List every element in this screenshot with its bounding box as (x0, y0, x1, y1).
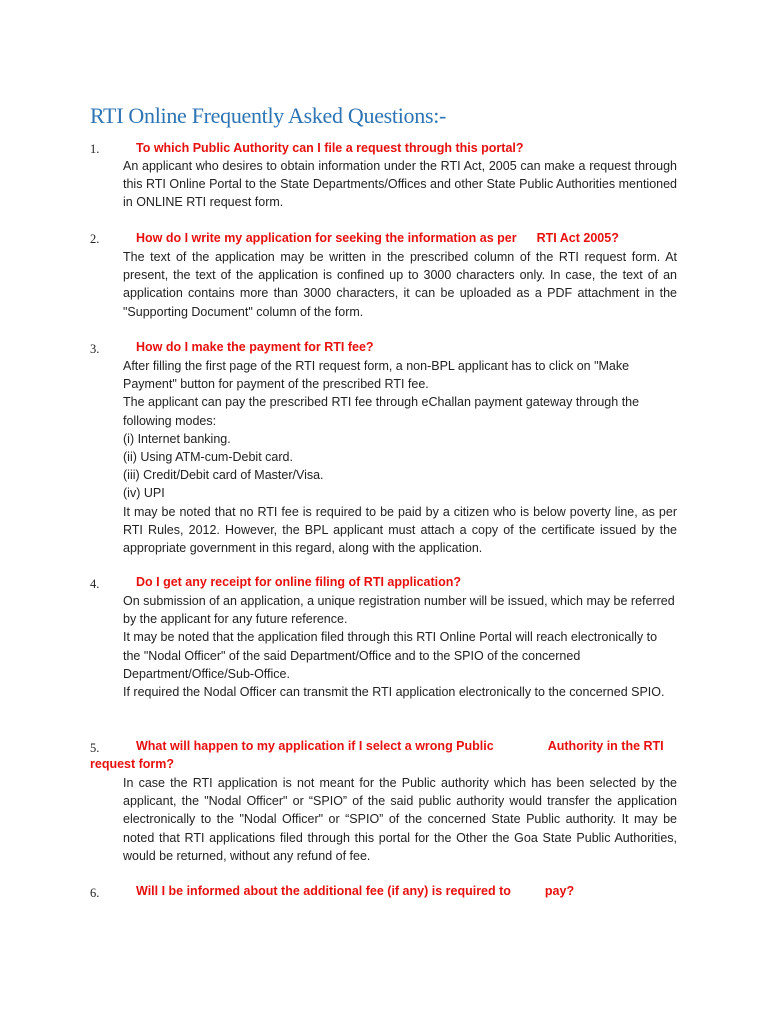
faq-5-question-part2: Authority in the RTI (547, 739, 664, 753)
faq-4-question: Do I get any receipt for online filing of RTI application? (136, 575, 462, 589)
faq-6-question-part2: pay? (544, 884, 575, 898)
faq-3-answer-line: (i) Internet banking. (123, 431, 231, 446)
faq-3-answer (123, 357, 677, 557)
faq-3-answer-line: (iv) UPI (123, 486, 165, 501)
faq-2-question-part2: RTI Act 2005? (536, 231, 619, 245)
faq-6-question (136, 884, 681, 898)
faq-3-answer-line: After filling the first page of the RTI request form, a non-BPL applicant has to click on "Make Payment" button for payment of the prescribed RTI fee. (123, 359, 630, 392)
faq-4-answer (123, 592, 677, 701)
faq-5-number: 5. (90, 741, 100, 755)
faq-2-question-part1: How do I write my application for seeking the information as per (136, 231, 517, 245)
faq-3-number: 3. (90, 342, 100, 356)
faq-4-answer-line: It may be noted that the application filed through this RTI Online Portal will reach electronically to the "Nodal Officer" of the said Department/Office and to the SPIO of the concerned Department/Office/Sub-Office. (123, 630, 658, 681)
faq-2-question (136, 231, 681, 245)
faq-4-answer-line: On submission of an application, a unique registration number will be issued, which may be referred by the applicant for any future reference. (123, 594, 675, 627)
faq-5-answer (123, 774, 677, 865)
page-title: RTI Online Frequently Asked Questions:- (90, 103, 447, 128)
faq-4-answer-line: If required the Nodal Officer can transmit the RTI application electronically to the concerned SPIO. (123, 685, 665, 700)
faq-2-answer-paragraph: The text of the application may be written in the prescribed column of the RTI request form. At present, the text of the application is confined up to 3000 characters only. In case, the text of an application contains more than 3000 characters, it can be uploaded as a PDF attachment in the "Supporting Document" column of the form. (123, 250, 677, 319)
faq-5-question-part1: What will happen to my application if I select a wrong Public (136, 739, 494, 753)
faq-4-number: 4. (90, 577, 100, 591)
faq-1-answer (123, 157, 677, 212)
faq-2-answer (123, 248, 677, 321)
faq-1-answer-paragraph: An applicant who desires to obtain information under the RTI Act, 2005 can make a request through this RTI Online Portal to the State Departments/Offices and other State Public Authorities mentioned in ONLINE RTI request form. (123, 159, 677, 210)
faq-1-number: 1. (90, 142, 100, 156)
faq-3-answer-line: (iii) Credit/Debit card of Master/Visa. (123, 468, 324, 483)
faq-5-question (136, 739, 681, 753)
faq-5-question-continuation: request form? (90, 757, 175, 771)
faq-3-question: How do I make the payment for RTI fee? (136, 340, 374, 354)
faq-1-question: To which Public Authority can I file a request through this portal? (136, 141, 524, 155)
faq-2-number: 2. (90, 232, 100, 246)
faq-6-question-part1: Will I be informed about the additional fee (if any) is required to (136, 884, 511, 898)
faq-5-answer-paragraph: In case the RTI application is not meant for the Public authority which has been selected by the applicant, the "Nodal Officer" or “SPIO” of the said public authority would transfer the application electronically to the "Nodal Officer" or “SPIO” of the concerned State Public authority. It may be noted that RTI applications filed through this portal for the Other the Goa State Public Authorities, would be returned, without any refund of fee. (123, 776, 677, 863)
faq-6-number: 6. (90, 886, 100, 900)
faq-3-answer-line: (ii) Using ATM-cum-Debit card. (123, 450, 293, 465)
faq-3-answer-line: The applicant can pay the prescribed RTI fee through eChallan payment gateway through the following modes: (123, 395, 640, 428)
faq-3-answer-line: It may be noted that no RTI fee is required to be paid by a citizen who is below poverty line, as per RTI Rules, 2012. However, the BPL applicant must attach a copy of the certificate issued by the appropriate government in this regard, along with the application. (123, 504, 677, 556)
